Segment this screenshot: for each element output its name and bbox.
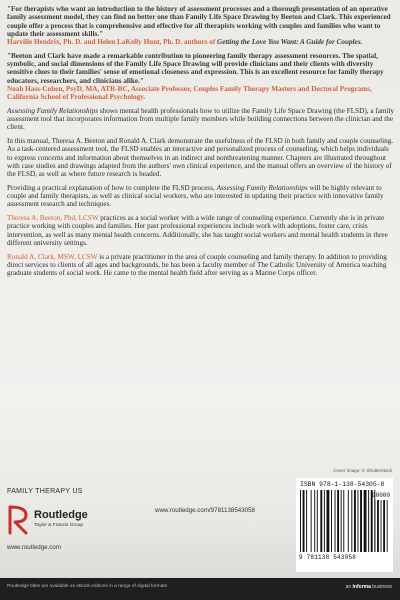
- endorsement-1-author: [7, 38, 395, 46]
- footer-bar: [0, 578, 400, 600]
- barcode-bar: [360, 490, 362, 552]
- author-bio-2: [7, 253, 395, 278]
- publisher-logo: [7, 505, 137, 535]
- publisher-url[interactable]: www.routledge.com: [7, 544, 61, 551]
- barcode-bar: [351, 490, 352, 552]
- routledge-logo-icon: [7, 505, 29, 535]
- endorsement-1: [7, 5, 395, 46]
- barcode-bar: [303, 490, 305, 552]
- barcode-bar: [368, 490, 369, 552]
- addon-bar: [377, 500, 379, 552]
- description-paragraph-2: In this manual, Theresa A. Beeton and Ronald A. Clark demonstrate the usefulness of the FLSD in both family and couple counseling. As a task-centered assessment tool, the FLSD enables an interactive and personalized process of counseling, which helps individuals to express concerns and information about themselves in an indirect and nonthreatening manner. Chapters are illustrated throughout with case studies and drawings adapted from the authors' own clinical experience, and the manual offers an overview of the history of the FLSD, as well as where future research is headed.: [7, 137, 394, 178]
- addon-bar: [387, 500, 388, 552]
- barcode-bar: [354, 490, 356, 552]
- addon-bar: [383, 500, 385, 552]
- author-2-bio: is a private practitioner in the area of couple counseling and family therapy. In addition to providing direct services to clients of all ages and backgrounds, he has been a faculty member of The Catholic University of America teaching graduate students of social work. He came to the mental health field after serving as a Marine Corps officer.: [7, 252, 387, 277]
- author-2-name: Ronald A. Clark, MSW, LCSW: [7, 252, 98, 261]
- endorsement-2-text: "Beeton and Clark have made a remarkable contribution to pioneering family therapy assessment resources. The spatial, symbolic, and social dimensions of the Family Life Space Drawing will provide clinicians and their clients with diversity sensitive clues to their families' sense of emotional closeness and expression. This is an excellent resource for family therapy educators, researchers, and clinicians alike.": [7, 51, 384, 85]
- barcode-bar: [300, 490, 301, 552]
- description-3-rest: will be highly relevant to couple and family therapists, as well as clinical social workers, who are interested in updating their practice with innovative family assessment research and techniques.: [7, 183, 384, 209]
- barcode-bar: [335, 490, 336, 552]
- informa-brand: [346, 584, 392, 590]
- author-1-bio: practices as a social worker with a wide range of counseling experience. Currently she is in private practice working with couples and families. Her past professional experiences include work with adoptions, foster care, crisis intervention, as well as many mental health concerns. Additionally, she has taught social workers and mental health students in three different university settings.: [7, 214, 388, 247]
- barcode-bars: [300, 490, 390, 554]
- barcode-bar: [337, 490, 339, 552]
- barcode-bar: [317, 490, 318, 552]
- barcode-bar: [364, 490, 367, 552]
- publisher-name: Routledge: [34, 509, 88, 521]
- informa-prefix: an: [345, 584, 353, 590]
- endorsement-1-book-title: Getting the Love You Want: A Guide for Couples.: [217, 38, 363, 46]
- book-url[interactable]: www.routledge.com/9781138543058: [155, 507, 255, 514]
- barcode-bar: [306, 490, 307, 552]
- endorsement-2: [7, 52, 395, 102]
- cover-text: [7, 5, 395, 283]
- endorsement-1-author-name: Harville Hendrix, Ph. D. and Helen LaKelly Hunt, Ph. D. authors of: [7, 38, 218, 46]
- author-1-name: Theresa A. Beeton, Phd, LCSW: [7, 214, 99, 222]
- author-bio-1: [7, 214, 395, 247]
- barcode-bar: [320, 490, 322, 552]
- barcode-bar: [341, 490, 342, 552]
- barcode-bar: [324, 490, 325, 552]
- addon-bar: [371, 500, 372, 552]
- barcode-bar: [327, 490, 330, 552]
- description-paragraph-1: [7, 107, 395, 132]
- book-title-2: Assessing Family Relationships: [216, 183, 308, 192]
- barcode-bar: [358, 490, 359, 552]
- isbn-barcode: [296, 478, 393, 572]
- barcode-bar: [311, 490, 312, 552]
- series-name: FAMILY THERAPY US: [7, 488, 83, 495]
- isbn-label: ISBN 978-1-138-54305-8: [300, 481, 385, 488]
- endorsement-1-text: "For therapists who want an introduction to the history of assessment processes and a thorough presentation of an operative family assessment model, they can find no better one than Family Life Space Drawing by Beeton and Clark. This experienced couple offer a process that is comprehensive and effective for all therapists working with couples and families who want to update their assessment skills.": [7, 5, 391, 38]
- description-3-start: Providing a practical explanation of how to complete the FLSD process,: [7, 183, 217, 192]
- barcode-bar: [348, 490, 349, 552]
- book-title-1: Assessing Family Relationships: [7, 106, 99, 115]
- barcode-bar: [331, 490, 332, 552]
- informa-name: informa: [352, 584, 371, 590]
- description-1-text: shows mental health professionals how to utilize the Family Life Space Drawing (the FLSD), a family assessment tool that incorporates information from multiple family members while building connections between the clinician and the client.: [7, 106, 395, 132]
- ebook-note: Routledge titles are available as eBook editions in a range of digital formats: [7, 584, 167, 589]
- barcode-bar: [314, 490, 315, 552]
- cover-image-credit: Cover image: © Shutterstock: [333, 468, 392, 473]
- barcode-bar: [343, 490, 344, 552]
- barcode-digits: 9 781138 543058: [299, 554, 357, 561]
- publisher-tagline: Taylor & Francis Group: [34, 523, 84, 528]
- addon-bar: [381, 500, 382, 552]
- endorsement-2-author: Noah Hass-Cohen, PsyD, MA, ATR-BC, Associate Professor, Couples Family Therapy Masters and Doctoral Programs, California School of Professional Psychology.: [7, 84, 372, 101]
- addon-bar: [375, 500, 376, 552]
- description-paragraph-3: [7, 184, 395, 209]
- informa-suffix: business: [370, 584, 392, 590]
- barcode-addon: 90000: [372, 492, 390, 499]
